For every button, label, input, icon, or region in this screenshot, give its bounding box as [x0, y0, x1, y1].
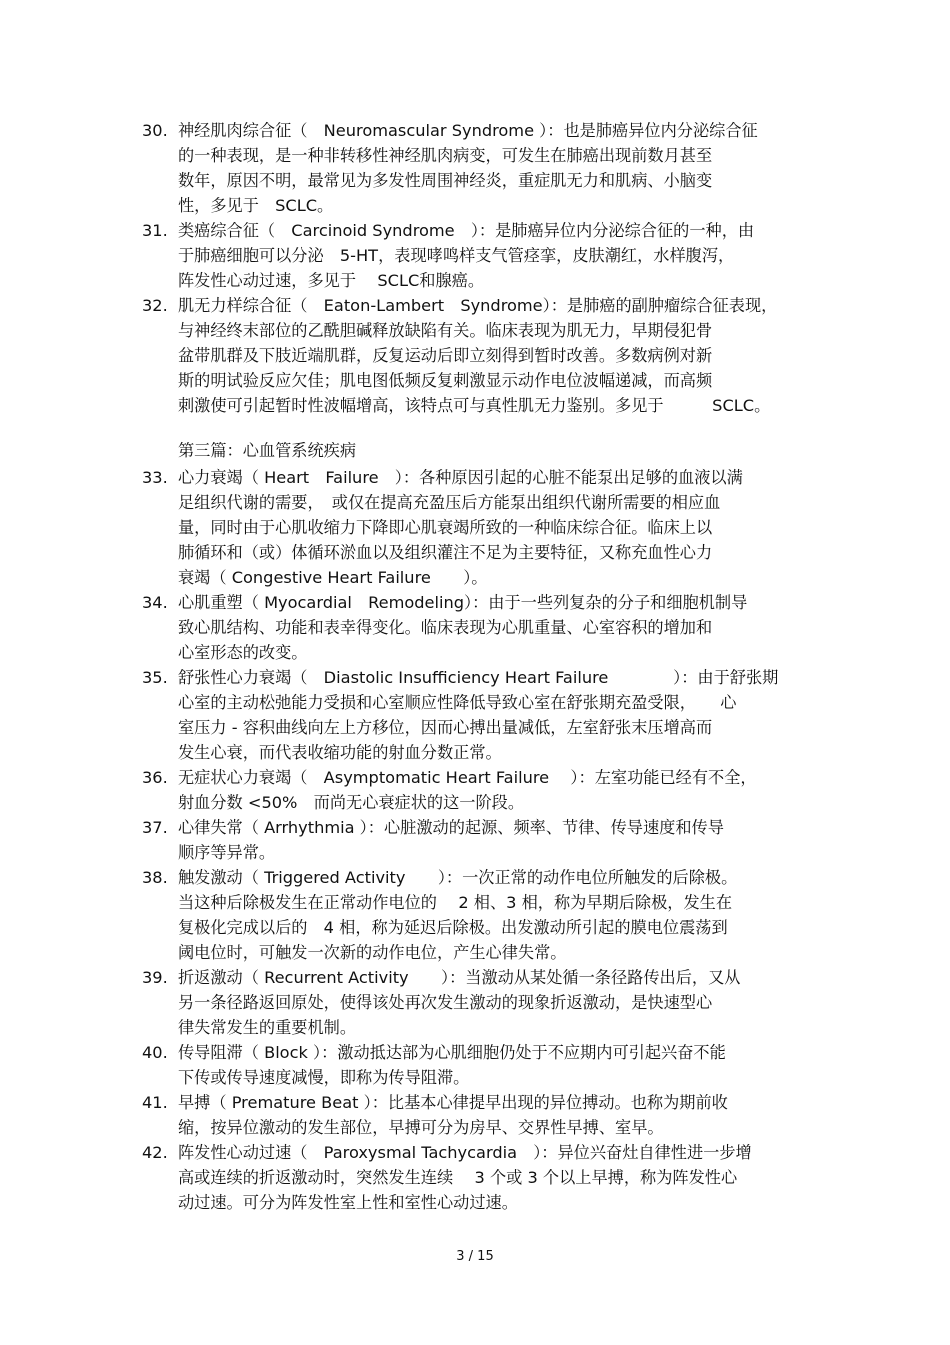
entry-number: 38. [142, 868, 168, 887]
entry-text-line: 神经肌肉综合征（ Neuromascular Syndrome ）：也是肺癌异位内分泌综合征 [178, 121, 758, 140]
entry-text-line: 室压力 - 容积曲线向左上方移位，因而心搏出量减低，左室舒张末压增高而 [178, 718, 713, 737]
glossary-entries [142, 118, 812, 1215]
entry-text-line: 阵发性心动过速（ Paroxysmal Tachycardia ）：异位兴奋灶自律性进一步增 [178, 1143, 752, 1162]
entry-text-line: 阵发性心动过速，多见于 SCLC和腺癌。 [178, 271, 485, 290]
entry-text-line: 下传或传导速度减慢，即称为传导阻滞。 [178, 1068, 470, 1087]
entry-number: 37. [142, 818, 168, 837]
entry-text-line: 无症状心力衰竭（ Asymptomatic Heart Failure ）：左室功能已经有不全， [178, 768, 757, 787]
entry-text-line: 心律失常（ Arrhythmia ）：心脏激动的起源、频率、节律、传导速度和传导 [178, 818, 724, 837]
entry-text-line: 射血分数 <50% 而尚无心衰症状的这一阶段。 [178, 793, 525, 812]
glossary-entry [142, 765, 812, 815]
entry-text-line: 另一条径路返回原处，使得该处再次发生激动的现象折返激动，是快速型心 [178, 993, 713, 1012]
entry-text-line: 律失常发生的重要机制。 [178, 1018, 357, 1037]
entry-text-line: 量，同时由于心肌收缩力下降即心肌衰竭所致的一种临床综合征。临床上以 [178, 518, 713, 537]
entry-text-line: 缩，按异位激动的发生部位，早搏可分为房早、交界性早搏、室早。 [178, 1118, 664, 1137]
entry-text-line: 传导阻滞（ Block ）：激动抵达部为心肌细胞仍处于不应期内可引起兴奋不能 [178, 1043, 726, 1062]
entry-text-line: 类癌综合征（ Carcinoid Syndrome ）：是肺癌异位内分泌综合征的一种，由 [178, 221, 755, 240]
entry-number: 33. [142, 468, 168, 487]
entry-text-line: 早搏（ Premature Beat ）：比基本心律提早出现的异位搏动。也称为期前收 [178, 1093, 728, 1112]
entry-text-line: 盆带肌群及下肢近端肌群，反复运动后即立刻得到暂时改善。多数病例对新 [178, 346, 713, 365]
entries-group-cardiovascular [142, 465, 812, 1215]
entry-text-line: 高或连续的折返激动时，突然发生连续 3 个或 3 个以上早搏，称为阵发性心 [178, 1168, 738, 1187]
section-title: 第三篇：心血管系统疾病 [178, 441, 357, 460]
glossary-entry [142, 590, 812, 665]
entry-text-line: 复极化完成以后的 4 相，称为延迟后除极。出发激动所引起的膜电位震荡到 [178, 918, 728, 937]
entry-number: 42. [142, 1143, 168, 1162]
entry-text-line: 当这种后除极发生在正常动作电位的 2 相、3 相，称为早期后除极，发生在 [178, 893, 733, 912]
entry-text-line: 心室形态的改变。 [178, 643, 308, 662]
glossary-entry [142, 1040, 812, 1090]
entry-text-line: 舒张性心力衰竭（ Diastolic Insufficiency Heart Failure ）：由于舒张期 [178, 668, 779, 687]
page-number: 3 / 15 [456, 1249, 494, 1264]
entry-text-line: 肌无力样综合征（ Eaton-Lambert Syndrome）：是肺癌的副肿瘤综合征表现， [178, 296, 778, 315]
entry-number: 39. [142, 968, 168, 987]
entry-number: 30. [142, 121, 168, 140]
entry-number: 40. [142, 1043, 168, 1062]
entry-number: 36. [142, 768, 168, 787]
entry-text-line: 与神经终末部位的乙酰胆碱释放缺陷有关。临床表现为肌无力，早期侵犯骨 [178, 321, 713, 340]
entry-text-line: 发生心衰，而代表收缩功能的射血分数正常。 [178, 743, 502, 762]
entry-text-line: 数年，原因不明，最常见为多发性周围神经炎，重症肌无力和肌病、小脑变 [178, 171, 713, 190]
entry-text-line: 性，多见于 SCLC。 [178, 196, 334, 215]
glossary-entry [142, 965, 812, 1040]
entry-text-line: 足组织代谢的需要， 或仅在提高充盈压后方能泵出组织代谢所需要的相应血 [178, 493, 721, 512]
entry-text-line: 心室的主动松弛能力受损和心室顺应性降低导致心室在舒张期充盈受限， 心 [178, 693, 737, 712]
glossary-entry [142, 1140, 812, 1215]
entry-text-line: 顺序等异常。 [178, 843, 276, 862]
glossary-entry [142, 118, 812, 218]
entry-text-line: 心肌重塑（ Myocardial Remodeling）：由于一些列复杂的分子和细胞机制导 [178, 593, 748, 612]
entry-number: 35. [142, 668, 168, 687]
entry-text-line: 致心肌结构、功能和表幸得变化。临床表现为心肌重量、心室容积的增加和 [178, 618, 713, 637]
entry-text-line: 动过速。可分为阵发性室上性和室性心动过速。 [178, 1193, 518, 1212]
entry-text-line: 的一种表现，是一种非转移性神经肌肉病变，可发生在肺癌出现前数月甚至 [178, 146, 713, 165]
glossary-entry [142, 293, 812, 418]
glossary-entry [142, 865, 812, 965]
glossary-entry [142, 815, 812, 865]
entry-text-line: 斯的明试验反应欠佳；肌电图低频反复刺激显示动作电位波幅递减，而高频 [178, 371, 713, 390]
glossary-entry [142, 465, 812, 590]
entry-text-line: 肺循环和（或）体循环淤血以及组织灌注不足为主要特征，又称充血性心力 [178, 543, 713, 562]
entry-text-line: 于肺癌细胞可以分泌 5-HT，表现哮鸣样支气管痉挛，皮肤潮红，水样腹泻， [178, 246, 735, 265]
glossary-entry [142, 218, 812, 293]
entry-text-line: 心力衰竭（ Heart Failure ）：各种原因引起的心脏不能泵出足够的血液以满 [178, 468, 743, 487]
entry-number: 31. [142, 221, 168, 240]
entry-number: 32. [142, 296, 168, 315]
entry-text-line: 折返激动（ Recurrent Activity ）：当激动从某处循一条径路传出后，又从 [178, 968, 741, 987]
entry-text-line: 刺激使可引起暂时性波幅增高，该特点可与真性肌无力鉴别。多见于 SCLC。 [178, 396, 771, 415]
entries-group-pulmonary [142, 118, 812, 418]
entry-text-line: 阈电位时，可触发一次新的动作电位，产生心律失常。 [178, 943, 567, 962]
entry-text-line: 触发激动（ Triggered Activity ）：一次正常的动作电位所触发的后除极。 [178, 868, 738, 887]
entry-number: 41. [142, 1093, 168, 1112]
entry-number: 34. [142, 593, 168, 612]
glossary-entry [142, 665, 812, 765]
entry-text-line: 衰竭（ Congestive Heart Failure ）。 [178, 568, 488, 587]
glossary-entry [142, 1090, 812, 1140]
